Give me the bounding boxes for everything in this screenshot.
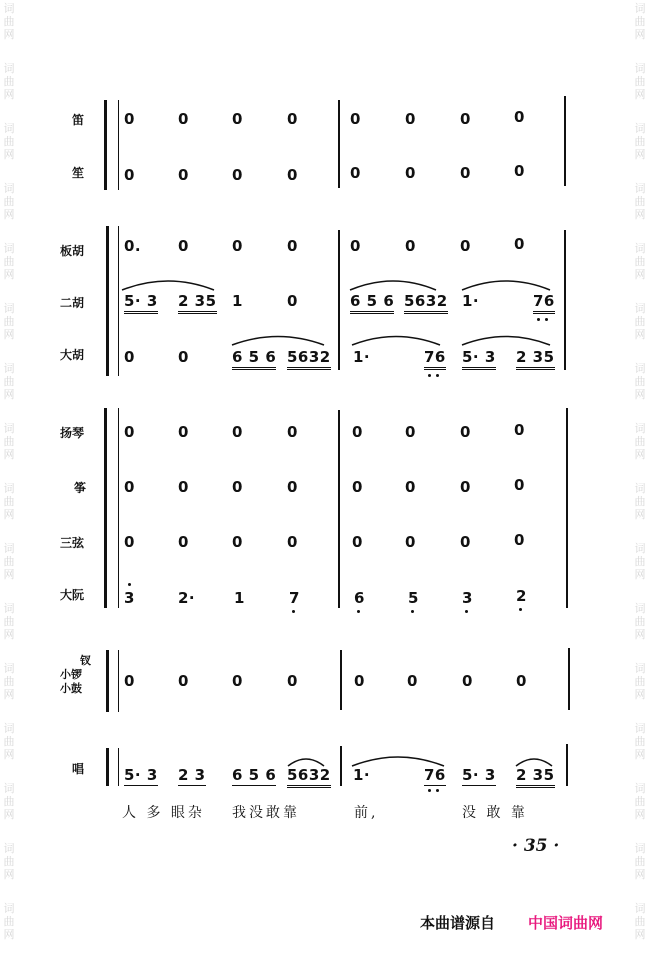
low-octave-dot <box>545 318 548 321</box>
label-banhu: 板胡 <box>60 244 85 258</box>
note-voice: 1· <box>353 766 371 784</box>
note-dizi: 0 <box>460 110 471 128</box>
label-dahu: 大胡 <box>60 348 85 362</box>
note-sanxian: 0 <box>178 533 189 551</box>
watermark-text: 词 曲 网 <box>3 542 15 581</box>
note-zheng: 0 <box>460 478 471 496</box>
barline-perc-end <box>568 648 570 710</box>
watermark-text: 词 曲 网 <box>3 422 15 461</box>
slur-dahu-2 <box>352 337 440 346</box>
note-voice: 5· 3 <box>462 766 496 784</box>
barline-plucked-end <box>566 408 568 608</box>
note-perc: 0 <box>407 672 418 690</box>
watermark-text: 词 曲 网 <box>634 782 646 821</box>
label-dizi: 笛 <box>72 113 85 127</box>
barline-winds-end <box>564 96 566 186</box>
note-banhu: 0 <box>350 237 361 255</box>
watermark-text: 词 曲 网 <box>3 902 15 941</box>
watermark-text: 词 曲 网 <box>3 662 15 701</box>
slur-erhu-1 <box>122 281 214 290</box>
note-dizi: 0 <box>287 110 298 128</box>
note-zheng: 0 <box>405 478 416 496</box>
watermark-text: 词 曲 网 <box>634 242 646 281</box>
label-voice: 唱 <box>72 762 85 776</box>
watermark-text: 词 曲 网 <box>3 182 15 221</box>
low-octave-dot <box>519 608 522 611</box>
note-daruan: 7 <box>289 589 300 607</box>
lyric-2: 我没敢靠 <box>232 805 300 821</box>
barline-hu-end <box>564 230 566 370</box>
lyric-3: 前, <box>354 805 379 821</box>
note-zheng: 0 <box>178 478 189 496</box>
watermark-text: 词 曲 网 <box>3 782 15 821</box>
low-octave-dot <box>428 789 431 792</box>
note-sheng: 0 <box>405 164 416 182</box>
note-perc: 0 <box>232 672 243 690</box>
note-yangqin: 0 <box>352 423 363 441</box>
watermark-text: 词 曲 网 <box>634 902 646 941</box>
label-sanxian: 三弦 <box>60 536 85 550</box>
note-erhu: 5· 3 <box>124 292 158 314</box>
low-octave-dot <box>292 610 295 613</box>
note-yangqin: 0 <box>124 423 135 441</box>
barline-voice <box>340 746 342 786</box>
watermark-text: 词 曲 网 <box>3 122 15 161</box>
barline-perc <box>340 650 342 710</box>
note-dahu: 6 5 6 <box>232 348 276 370</box>
bracket-plucked-inner <box>118 408 119 608</box>
note-zheng: 0 <box>514 476 525 494</box>
note-dizi: 0 <box>514 108 525 126</box>
bracket-hu <box>106 226 115 376</box>
note-dizi: 0 <box>232 110 243 128</box>
low-octave-dot <box>465 610 468 613</box>
note-banhu: 0 <box>405 237 416 255</box>
high-octave-dot <box>128 583 131 586</box>
barline-winds <box>338 100 340 188</box>
note-voice: 2 3 <box>178 766 206 784</box>
watermark-text: 词 曲 网 <box>634 302 646 341</box>
note-sanxian: 0 <box>405 533 416 551</box>
note-yangqin: 0 <box>460 423 471 441</box>
note-perc: 0 <box>287 672 298 690</box>
note-dizi: 0 <box>405 110 416 128</box>
watermark-text: 词 曲 网 <box>634 62 646 101</box>
label-daruan: 大阮 <box>60 588 85 602</box>
note-sanxian: 0 <box>124 533 135 551</box>
note-zheng: 0 <box>352 478 363 496</box>
watermark-text: 词 曲 网 <box>634 422 646 461</box>
note-dahu: 5632 <box>287 348 331 370</box>
note-daruan: 2 <box>516 587 527 605</box>
note-zheng: 0 <box>287 478 298 496</box>
label-sheng: 笙 <box>72 166 85 180</box>
note-erhu: 0 <box>287 292 298 310</box>
watermark-text: 词 曲 网 <box>634 662 646 701</box>
label-perc-1: 钗 <box>80 654 91 667</box>
low-octave-dot <box>428 374 431 377</box>
note-daruan: 6 <box>354 589 365 607</box>
barline-plucked <box>338 410 340 608</box>
note-voice: 5632 <box>287 766 331 788</box>
note-daruan: 5 <box>408 589 419 607</box>
watermark-text: 词 曲 网 <box>3 362 15 401</box>
slur-erhu-2 <box>350 281 436 290</box>
footer-source-label: 本曲谱源自 <box>420 914 496 932</box>
note-sheng: 0 <box>232 166 243 184</box>
note-erhu: 1 <box>232 292 243 310</box>
label-perc-2: 小锣 <box>60 668 82 681</box>
lyric-4: 没 敢 靠 <box>462 805 528 821</box>
note-yangqin: 0 <box>232 423 243 441</box>
note-voice: 2 35 <box>516 766 555 788</box>
note-yangqin: 0 <box>405 423 416 441</box>
note-erhu: 2 35 <box>178 292 217 314</box>
note-sheng: 0 <box>178 166 189 184</box>
note-banhu: 0. <box>124 237 142 255</box>
note-dizi: 0 <box>178 110 189 128</box>
watermark-text: 词 曲 网 <box>634 722 646 761</box>
note-erhu: 6 5 6 <box>350 292 394 314</box>
note-perc: 0 <box>516 672 527 690</box>
note-dahu: 1· <box>353 348 371 366</box>
note-dahu: 76 <box>424 348 446 370</box>
note-dizi: 0 <box>124 110 135 128</box>
note-erhu: 76 <box>533 292 555 314</box>
note-perc: 0 <box>462 672 473 690</box>
watermark-text: 词 曲 网 <box>634 482 646 521</box>
note-voice: 6 5 6 <box>232 766 277 784</box>
label-zheng: 筝 <box>74 481 87 495</box>
note-banhu: 0 <box>514 235 525 253</box>
note-sheng: 0 <box>514 162 525 180</box>
watermark-text: 词 曲 网 <box>3 482 15 521</box>
note-dahu: 5· 3 <box>462 348 496 370</box>
note-yangqin: 0 <box>178 423 189 441</box>
note-banhu: 0 <box>178 237 189 255</box>
bracket-plucked <box>104 408 113 608</box>
note-sheng: 0 <box>124 166 135 184</box>
low-octave-dot <box>537 318 540 321</box>
note-dahu: 2 35 <box>516 348 555 370</box>
note-sheng: 0 <box>350 164 361 182</box>
watermark-text: 词 曲 网 <box>3 2 15 41</box>
note-voice: 5· 3 <box>124 766 158 784</box>
note-sanxian: 0 <box>287 533 298 551</box>
slur-voice-1 <box>288 759 324 766</box>
bracket-voice <box>106 748 115 786</box>
note-perc: 0 <box>354 672 365 690</box>
note-daruan: 2· <box>178 589 196 607</box>
slur-erhu-3 <box>462 281 550 290</box>
watermark-text: 词 曲 网 <box>634 362 646 401</box>
note-perc: 0 <box>178 672 189 690</box>
note-sanxian: 0 <box>514 531 525 549</box>
watermark-text: 词 曲 网 <box>634 842 646 881</box>
note-sanxian: 0 <box>232 533 243 551</box>
bracket-perc-inner <box>118 650 119 712</box>
note-sheng: 0 <box>287 166 298 184</box>
low-octave-dot <box>436 374 439 377</box>
bracket-winds <box>104 100 113 190</box>
label-perc-3: 小鼓 <box>60 682 82 695</box>
note-banhu: 0 <box>460 237 471 255</box>
watermark-text: 词 曲 网 <box>3 62 15 101</box>
bracket-hu-inner <box>118 226 119 376</box>
note-dahu: 0 <box>124 348 135 366</box>
note-sanxian: 0 <box>352 533 363 551</box>
bracket-winds-inner <box>118 100 119 190</box>
note-zheng: 0 <box>232 478 243 496</box>
note-dizi: 0 <box>350 110 361 128</box>
footer-site-name: 中国词曲网 <box>528 914 604 932</box>
note-sanxian: 0 <box>460 533 471 551</box>
note-daruan: 3 <box>124 589 135 607</box>
watermark-text: 词 曲 网 <box>3 722 15 761</box>
note-erhu: 1· <box>462 292 480 310</box>
watermark-text: 词 曲 网 <box>634 2 646 41</box>
label-yangqin: 扬琴 <box>60 426 85 440</box>
note-erhu: 5632 <box>404 292 448 314</box>
barline-voice-end <box>566 744 568 786</box>
watermark-text: 词 曲 网 <box>3 602 15 641</box>
note-daruan: 3 <box>462 589 473 607</box>
note-sheng: 0 <box>460 164 471 182</box>
note-yangqin: 0 <box>287 423 298 441</box>
watermark-text: 词 曲 网 <box>3 842 15 881</box>
low-octave-dot <box>357 610 360 613</box>
slur-dahu-3 <box>462 337 550 346</box>
note-banhu: 0 <box>287 237 298 255</box>
page-number: · 35 · <box>512 836 560 856</box>
watermark-text: 词 曲 网 <box>634 182 646 221</box>
note-dahu: 0 <box>178 348 189 366</box>
watermark-text: 词 曲 网 <box>634 602 646 641</box>
note-zheng: 0 <box>124 478 135 496</box>
watermark-text: 词 曲 网 <box>3 242 15 281</box>
slur-voice-3 <box>516 759 552 766</box>
label-erhu: 二胡 <box>60 296 85 310</box>
bracket-voice-inner <box>118 748 119 786</box>
low-octave-dot <box>411 610 414 613</box>
slur-voice-2 <box>352 757 444 766</box>
barline-hu <box>338 230 340 370</box>
bracket-perc <box>106 650 115 712</box>
watermark-text: 词 曲 网 <box>634 542 646 581</box>
note-banhu: 0 <box>232 237 243 255</box>
low-octave-dot <box>436 789 439 792</box>
note-yangqin: 0 <box>514 421 525 439</box>
note-daruan: 1 <box>234 589 245 607</box>
watermark-text: 词 曲 网 <box>634 122 646 161</box>
watermark-text: 词 曲 网 <box>3 302 15 341</box>
lyric-1: 人 多 眼杂 <box>122 805 205 821</box>
slur-dahu-1 <box>232 337 324 346</box>
note-voice: 76 <box>424 766 446 784</box>
note-perc: 0 <box>124 672 135 690</box>
